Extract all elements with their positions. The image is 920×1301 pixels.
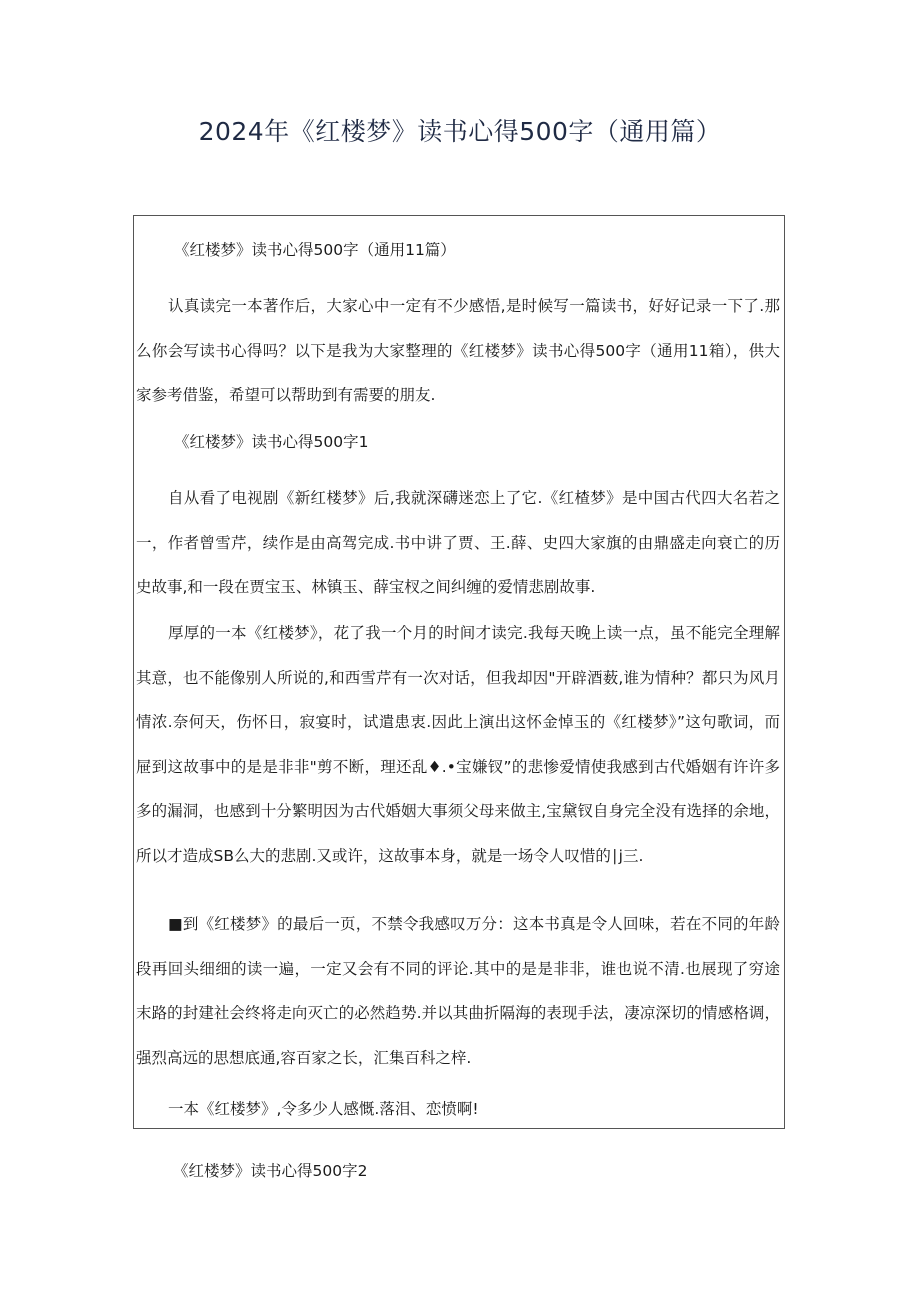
paragraph-2: 厚厚的一本《红楼梦》，花了我一个月的时间才读完.我每天晚上读一点，虽不能完全理解其意，也不能像别人所说的,和西雪芹有一次对话，但我却因"开辟酒薮,谁为情种？都只为风月情浓.奈何天，伤怀日，寂宴时，试遣患衷.因此上演出这怀金悼玉的《红楼梦》”这句歌词，而屉到这故事中的是是非非"剪不断，理还乱♦.•宝嫌钗”的悲惨爱情使我感到古代婚姻有许许多多的漏洞，也感到十分繁明因为古代婚姻大事须父母来做主,宝黛钗自身完全没有选择的余地，所以才造成SB么大的悲剧.又或许，这故事本身，就是一场令人叹惜的∣j三. xyxy=(136,624,780,865)
content-box xyxy=(133,215,785,1129)
subtitle: 《红楼梦》读书心得500字（通用11篇） xyxy=(174,241,456,259)
section-1-heading: 《红楼梦》读书心得500字1 xyxy=(174,433,369,451)
intro-paragraph: 认真读完一本著作后，大家心中一定有不少感悟,是时候写一篇读书，好好记录一下了.那么你会写读书心得吗？以下是我为大家整理的《红楼梦》读书心得500字（通用11箱），供大家参考借鉴，希望可以帮助到有需要的朋友. xyxy=(136,297,780,404)
paragraph-3: ■到《红楼梦》的最后一页，不禁令我感叹万分：这本书真是令人回味，若在不同的年龄段再回头细细的读一遍，一定又会有不同的评论.其中的是是非非，谁也说不清.也展现了穷途末路的封建社会终将走向灭亡的必然趋势.并以其曲折隔海的表现手法，凄凉深切的情感格调，强烈高远的思想底通,容百家之长，汇集百科之梓. xyxy=(136,915,780,1067)
section-2-heading: 《红楼梦》读书心得500字2 xyxy=(173,1162,368,1180)
document-title: 2024年《红楼梦》读书心得500字（通用篇） xyxy=(198,117,722,146)
paragraph-4: 一本《红楼梦》,令多少人感慨.落泪、恋愤啊! xyxy=(168,1100,479,1118)
paragraph-1: 自从看了电视剧《新红楼梦》后,我就深礴迷恋上了它.《红楂梦》是中国古代四大名若之一，作者曾雪芹，续作是由高驾完成.书中讲了贾、王.薛、史四大家旗的由鼎盛走向衰亡的历史故事,和一段在贾宝玉、林镇玉、薛宝杈之间纠缠的爱情悲剧故事. xyxy=(136,489,780,596)
